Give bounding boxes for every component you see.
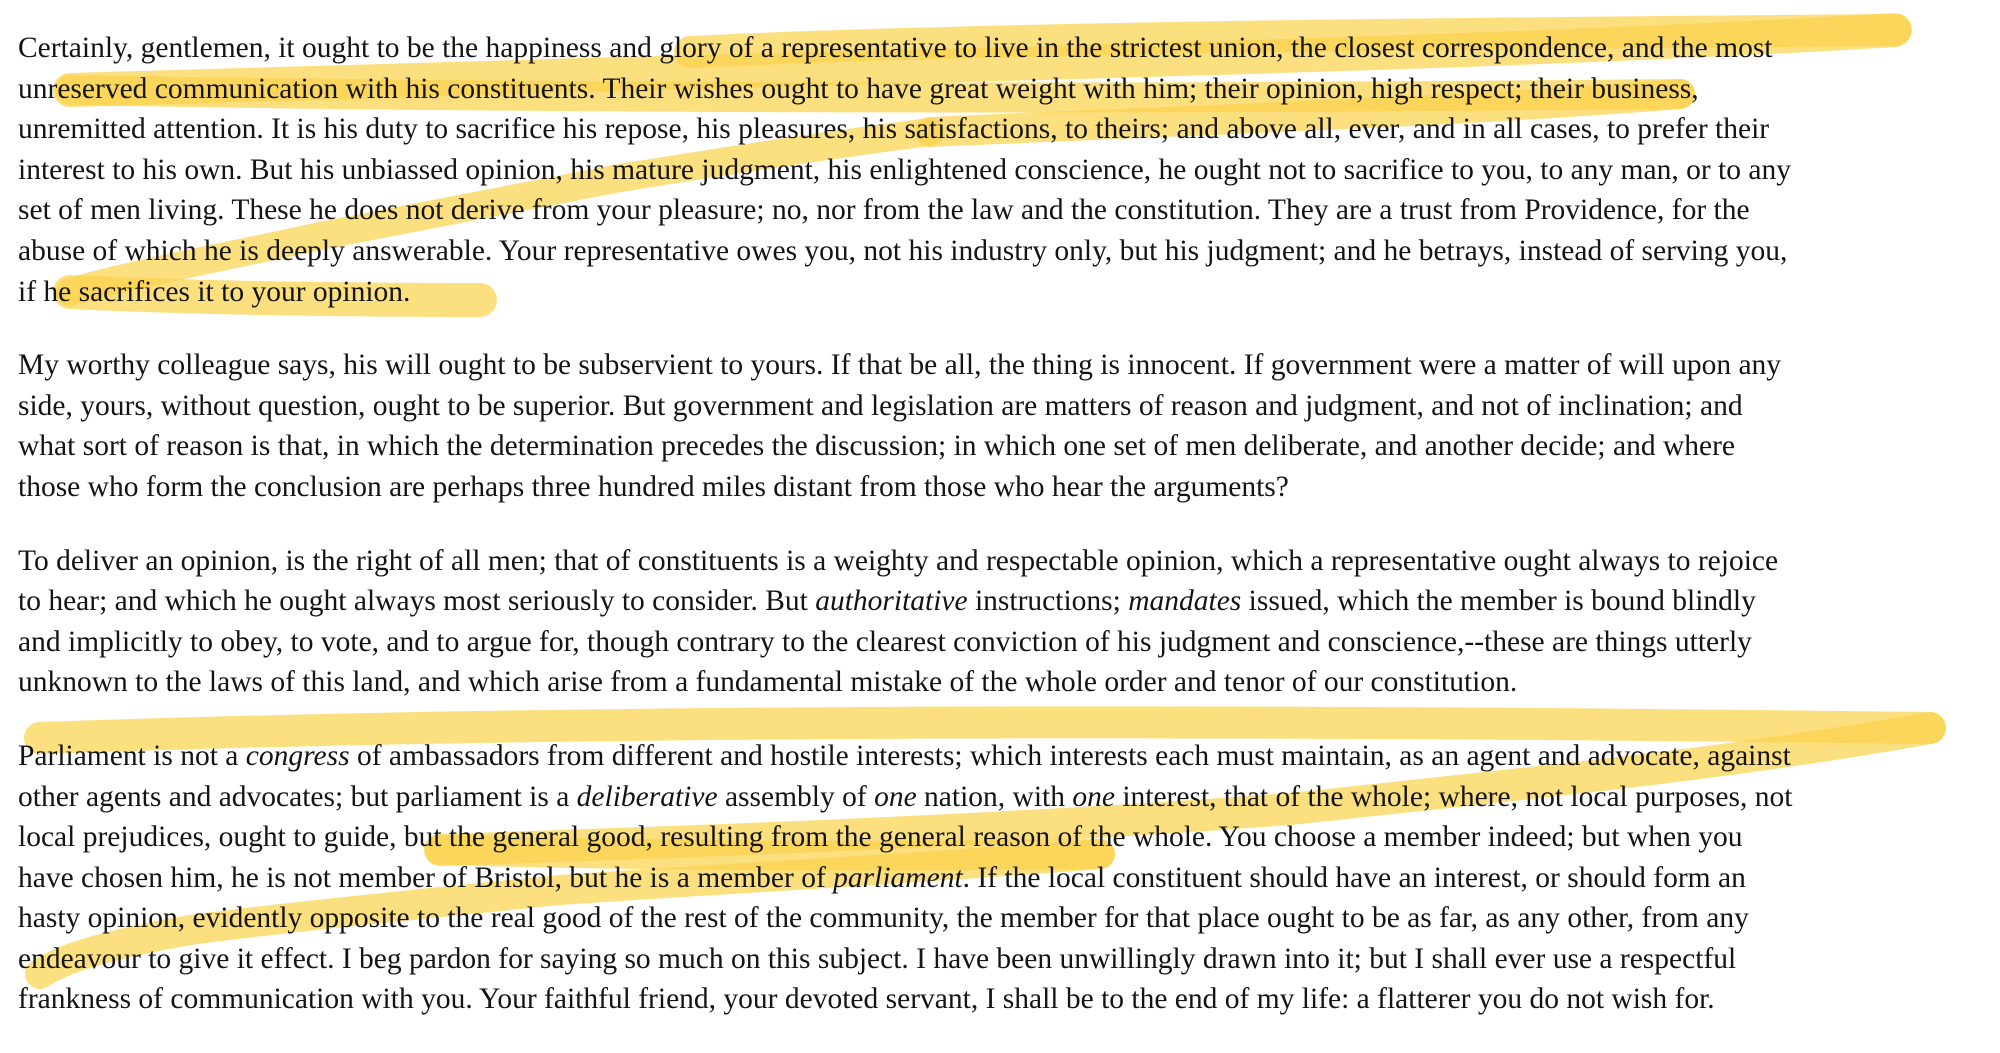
paragraph-3 <box>18 541 1993 703</box>
text-run: interest, that of the whole; where, not local purposes, not <box>1114 780 1793 813</box>
text-line <box>18 858 1993 899</box>
text-run: unreserved communication with his constituents. Their wishes ought to have great weight with him; their opinion, high respect; their business, <box>18 72 1699 105</box>
text-run: instructions; <box>967 585 1129 618</box>
text-run: and implicitly to obey, to vote, and to argue for, though contrary to the clearest conviction of his judgment and conscience,--these are things utterly <box>18 625 1752 658</box>
text-run: Parliament is not a <box>18 739 246 772</box>
text-run: issued, which the member is bound blindly <box>1241 585 1756 618</box>
text-run: have chosen him, he is not member of Bristol, but he is a member of <box>18 861 834 894</box>
text-line <box>18 190 1993 231</box>
text-run: assembly of <box>717 780 875 813</box>
text-line <box>18 736 1993 777</box>
text-run: nation, with <box>916 780 1073 813</box>
text-run: hasty opinion, evidently opposite to the real good of the rest of the community, the member for that place ought to be as far, as any other, from any <box>18 902 1749 935</box>
text-run: unknown to the laws of this land, and which arise from a fundamental mistake of the whole order and tenor of our constitution. <box>18 666 1518 699</box>
text-run: if he sacrifices it to your opinion. <box>18 275 411 308</box>
text-run: abuse of which he is deeply answerable. Your representative owes you, not his industry only, but his judgment; and he betrays, instead of serving you, <box>18 234 1788 267</box>
italic-emphasis: authoritative <box>815 585 968 618</box>
text-line <box>18 386 1993 427</box>
italic-emphasis: mandates <box>1128 585 1242 618</box>
italic-emphasis: one <box>1072 780 1115 813</box>
text-line <box>18 69 1993 110</box>
text-line <box>18 817 1993 858</box>
text-run: My worthy colleague says, his will ought to be subservient to yours. If that be all, the thing is innocent. If government were a matter of will upon any <box>18 349 1782 382</box>
text-run: . If the local constituent should have an interest, or should form an <box>962 861 1746 894</box>
paragraph-2 <box>18 345 1993 507</box>
text-line <box>18 426 1993 467</box>
text-run: Certainly, gentlemen, it ought to be the happiness and glory of a representative to live in the strictest union, the closest correspondence, and the most <box>18 32 1773 64</box>
text-line <box>18 272 1993 313</box>
text-line <box>18 541 1993 582</box>
paragraph-4 <box>18 736 1993 1020</box>
text-run: local prejudices, ought to guide, but the general good, resulting from the general reason of the whole. You choose a member indeed; but when you <box>18 821 1743 854</box>
italic-emphasis: deliberative <box>576 780 718 813</box>
text-line <box>18 939 1993 980</box>
text-line <box>18 467 1993 508</box>
text-line <box>18 622 1993 663</box>
italic-emphasis: one <box>874 780 917 813</box>
text-run: unremitted attention. It is his duty to sacrifice his repose, his pleasures, his satisfactions, to theirs; and above all, ever, and in all cases, to prefer their <box>18 113 1770 146</box>
text-line <box>18 662 1993 703</box>
text-line <box>18 109 1993 150</box>
text-line <box>18 581 1993 622</box>
text-run: side, yours, without question, ought to be superior. But government and legislation are matters of reason and judgment, and not of inclination; and <box>18 389 1743 422</box>
text-line <box>18 979 1993 1020</box>
text-line <box>18 898 1993 939</box>
italic-emphasis: parliament <box>833 861 963 894</box>
paragraph-1 <box>18 28 1993 312</box>
text-line <box>18 777 1993 818</box>
italic-emphasis: congress <box>245 739 350 772</box>
text-run: those who form the conclusion are perhaps three hundred miles distant from those who hear the arguments? <box>18 470 1289 503</box>
text-run: to hear; and which he ought always most seriously to consider. But <box>18 585 816 618</box>
text-run: set of men living. These he does not derive from your pleasure; no, nor from the law and the constitution. They are a trust from Providence, for the <box>18 194 1750 227</box>
text-line <box>18 28 1993 69</box>
text-run: interest to his own. But his unbiassed opinion, his mature judgment, his enlightened conscience, he ought not to sacrifice to you, to any man, or to any <box>18 153 1791 186</box>
text-run: what sort of reason is that, in which the determination precedes the discussion; in which one set of men deliberate, and another decide; and where <box>18 430 1736 463</box>
text-line <box>18 231 1993 272</box>
text-run: To deliver an opinion, is the right of all men; that of constituents is a weighty and respectable opinion, which a representative ought always to rejoice <box>18 544 1779 577</box>
text-run: frankness of communication with you. Your faithful friend, your devoted servant, I shall be to the end of my life: a flatterer you do not wish for. <box>18 983 1715 1016</box>
text-run: other agents and advocates; but parliament is a <box>18 780 577 813</box>
text-line <box>18 345 1993 386</box>
letter-document <box>18 28 1993 1053</box>
text-line <box>18 150 1993 191</box>
text-run: of ambassadors from different and hostile interests; which interests each must maintain, as an agent and advocate, against <box>349 739 1791 772</box>
text-run: endeavour to give it effect. I beg pardon for saying so much on this subject. I have been unwillingly drawn into it; but I shall ever use a respectful <box>18 942 1737 975</box>
